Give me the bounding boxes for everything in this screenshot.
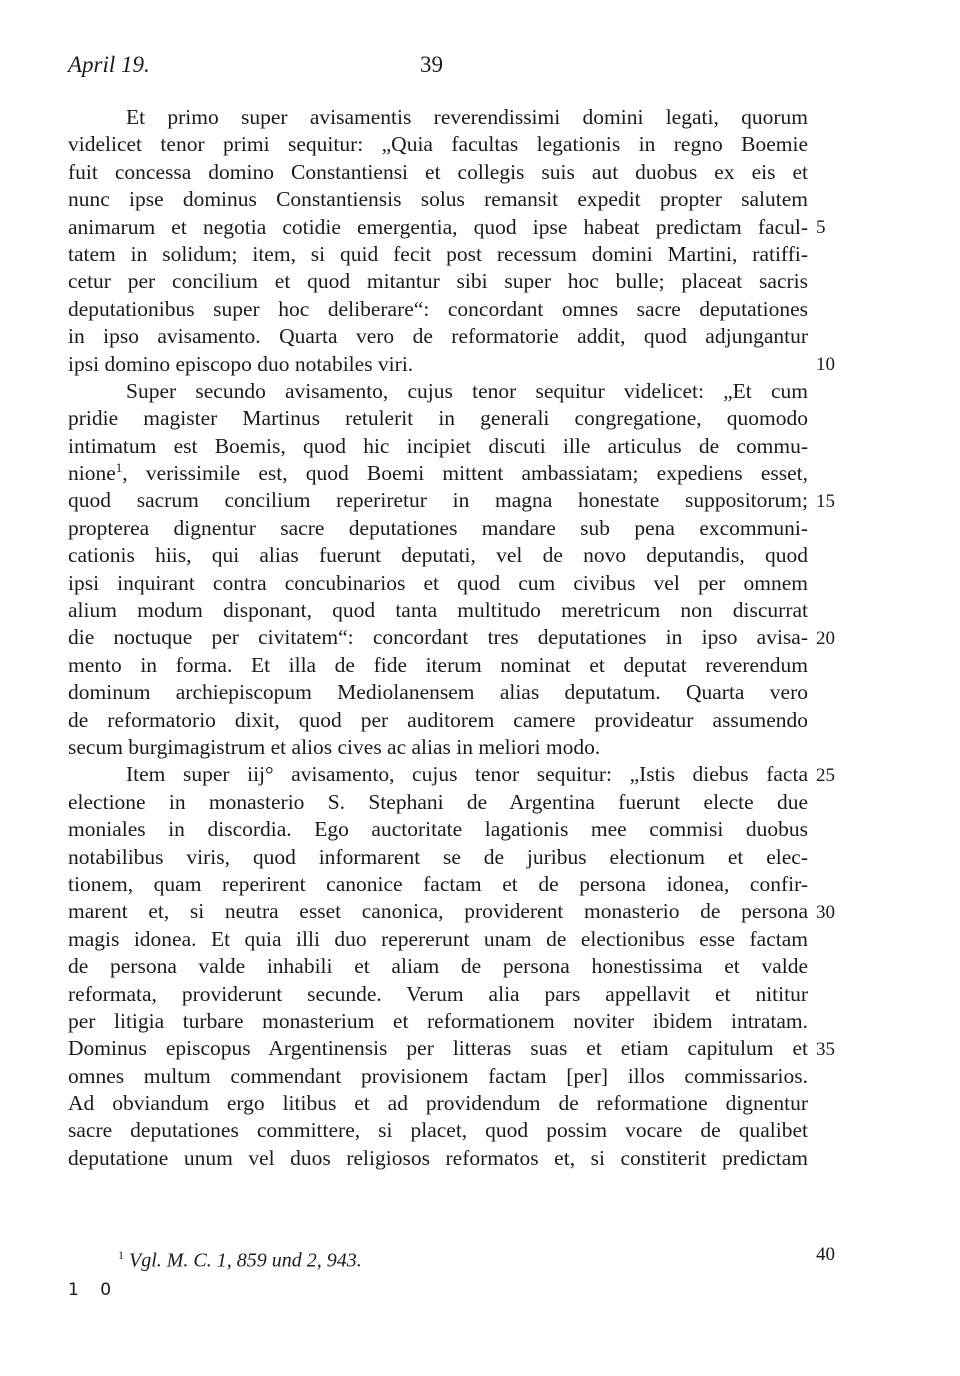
text-line: moniales in discordia. Ego auctoritate lagationis mee commisi duobus	[68, 817, 808, 842]
text-line: animarum et negotia cotidie emergentia, quod ipse habeat predictam facul-	[68, 214, 808, 239]
text-line: notabilibus viris, quod informarent se de juribus electionum et elec-	[68, 844, 808, 869]
text-line: secum burgimagistrum et alios cives ac alias in meliori modo.	[68, 734, 601, 759]
text-line: deputatione unum vel duos religiosos reformatos et, si constiterit predictam	[68, 1145, 808, 1170]
text-line: mento in forma. Et illa de fide iterum nominat et deputat reverendum	[68, 652, 808, 677]
footnote	[118, 1240, 362, 1276]
text-line: die noctuque per civitatem“: concordant tres deputationes in ipso avisa-	[68, 625, 808, 650]
footnote-ref-line: nione$^1$, verissimile est, quod Boemi mittent ambassiatam; expediens esset,	[68, 459, 808, 486]
text-line: Dominus episcopus Argentinensis per litteras suas et etiam capitulum et	[68, 1036, 808, 1061]
text-line: alium modum disponant, quod tanta multitudo meretricum non discurrat	[68, 598, 808, 623]
text-line: quod sacrum concilium reperiretur in magna honestate suppositorum;	[68, 488, 808, 513]
text-line: omnes multum commendant provisionem factam [per] illos commissarios.	[68, 1063, 808, 1088]
footnote-reference: 1	[115, 459, 123, 475]
text-line-with-footnote	[68, 460, 808, 487]
line-number: 15	[816, 490, 835, 512]
printer-signature: 1 0	[68, 1280, 120, 1300]
text-line: de reformatorio dixit, quod per auditorem camere provideatur assumendo	[68, 707, 808, 732]
text-line: ipsi inquirant contra concubinarios et quod cum civibus vel per omnem	[68, 570, 808, 595]
text-line: in ipso avisamento. Quarta vero de reformatorie addit, quod adjungantur	[68, 324, 808, 349]
text-line: Et primo super avisamentis reverendissimi domini legati, quorum	[126, 105, 808, 129]
header-date: April 19.	[68, 52, 150, 77]
text-line: Super secundo avisamento, cujus tenor sequitur videlicet: „Et cum	[126, 378, 808, 403]
line-number: 30	[816, 901, 835, 923]
text-line: cationis hiis, qui alias fuerunt deputati, vel de novo deputandis, quod	[68, 543, 808, 568]
text-line: propterea dignentur sacre deputationes mandare sub pena excommuni-	[68, 515, 808, 540]
text-line: deputationibus super hoc deliberare“: concordant omnes sacre deputationes	[68, 296, 808, 321]
line-number: 35	[816, 1038, 835, 1060]
footnote-text: Vgl. M. C. 1, 859 und 2, 943.	[129, 1249, 362, 1272]
text-line: tatem in solidum; item, si quid fecit post recessum domini Martini, ratiffi-	[68, 241, 808, 266]
text-line: intimatum est Boemis, quod hic incipiet discuti ille articulus de commu-	[68, 433, 808, 458]
body-text	[68, 104, 808, 1172]
text-line: per litigia turbare monasterium et reformationem noviter ibidem intratam.	[68, 1008, 808, 1033]
text-line: sacre deputationes committere, si placet, quod possim vocare de qualibet	[68, 1118, 808, 1143]
page-number: 39	[420, 52, 443, 77]
text-line: Ad obviandum ergo litibus et ad providendum de reformatione dignentur	[68, 1091, 808, 1116]
line-number: 20	[816, 627, 835, 649]
text-line: cetur per concilium et quod mitantur sibi super hoc bulle; placeat sacris	[68, 269, 808, 294]
running-head	[68, 52, 808, 82]
text-line: fuit concessa domino Constantiensi et collegis suis aut duobus ex eis et	[68, 159, 808, 184]
text-line: reformata, providerunt secunde. Verum alia pars appellavit et nititur	[68, 981, 808, 1006]
text-line: de persona valde inhabili et aliam de persona honestissima et valde	[68, 954, 808, 979]
text-line: videlicet tenor primi sequitur: „Quia facultas legationis in regno Boemie	[68, 132, 808, 157]
text-line: dominum archiepiscopum Mediolanensem alias deputatum. Quarta vero	[68, 680, 808, 705]
text-line: tionem, quam reperirent canonice factam et de persona idonea, confir-	[68, 871, 808, 896]
text-line: pridie magister Martinus retulerit in generali congregatione, quomodo	[68, 406, 808, 431]
text-line: Item super iij° avisamento, cujus tenor sequitur: „Istis diebus facta	[126, 762, 808, 787]
footnote-marker: 1	[118, 1248, 124, 1262]
text-line: nunc ipse dominus Constantiensis solus remansit expedit propter salutem	[68, 187, 808, 212]
line-number: 5	[816, 216, 826, 238]
text-line: marent et, si neutra esset canonica, providerent monasterio de persona	[68, 899, 808, 924]
line-number: 25	[816, 764, 835, 786]
text-line: electione in monasterio S. Stephani de Argentina fuerunt electe due	[68, 789, 808, 814]
footnote-line-number: 40	[816, 1244, 835, 1265]
line-number: 10	[816, 353, 835, 375]
text-line: magis idonea. Et quia illi duo repererunt unam de electionibus esse factam	[68, 926, 808, 951]
text-line: ipsi domino episcopo duo notabiles viri.	[68, 351, 414, 376]
